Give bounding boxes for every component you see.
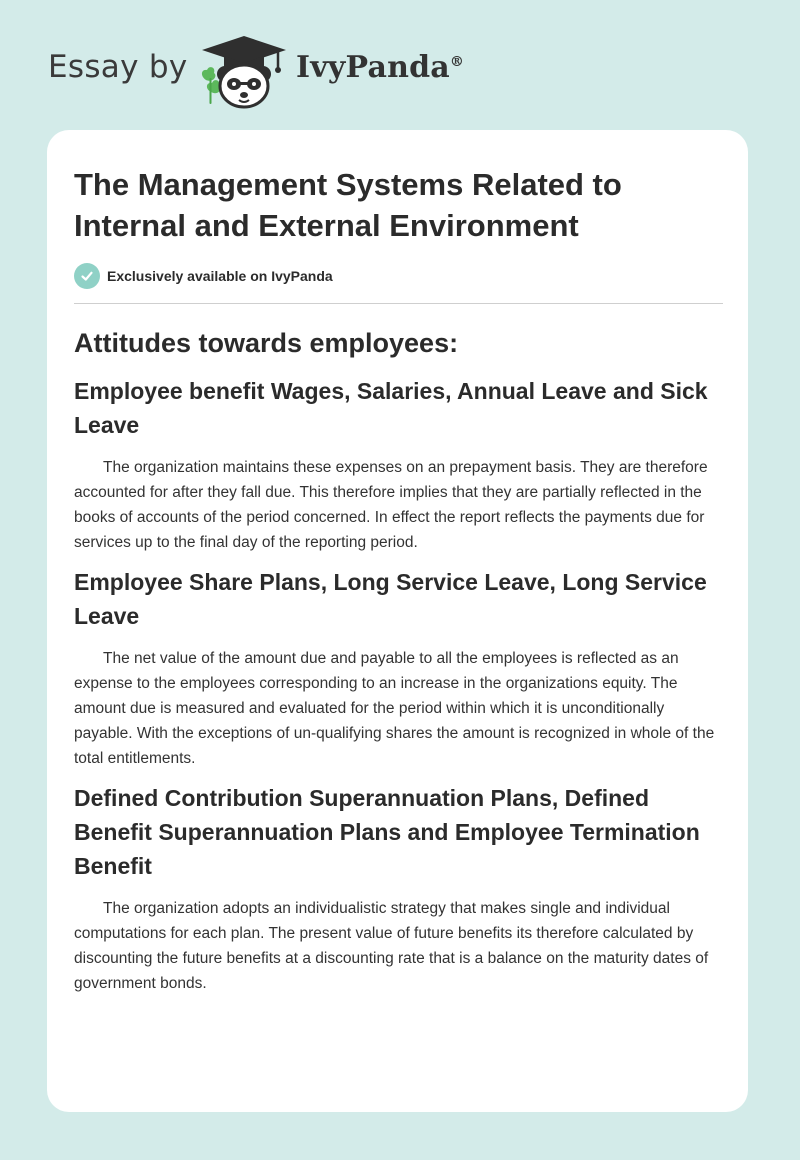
- section-heading: Employee benefit Wages, Salaries, Annual Leave and Sick Leave: [74, 378, 708, 438]
- divider: [74, 303, 723, 304]
- site-header: [0, 0, 800, 130]
- section-paragraph: The net value of the amount due and payable to all the employees is reflected as an expense to the employees corresponding to an increase in the organizations equity. The amount due is measured and evaluated for the period within which it is unconditionally payable. With the exceptions of un-qualifying shares the amount is recognized in whole of the total entitlements.: [74, 650, 715, 767]
- brand-name[interactable]: [296, 50, 464, 85]
- section-paragraph: The organization maintains these expenses on an prepayment basis. They are therefore accounted for after they fall due. This therefore implies that they are partially reflected in the books of accounts of the period concerned. In effect the report reflects the payments due for services up to the final day of the reporting period.: [74, 459, 708, 551]
- brand-name-text: IvyPanda: [296, 50, 450, 85]
- essay-card: [47, 130, 748, 1112]
- exclusive-label: Exclusively available on IvyPanda: [107, 268, 333, 284]
- exclusive-badge: [74, 263, 333, 289]
- section-heading: Employee Share Plans, Long Service Leave, Long Service Leave: [74, 569, 707, 629]
- essay-body: [74, 326, 724, 1006]
- main-heading: Attitudes towards employees:: [74, 328, 459, 358]
- registered-mark: ®: [449, 54, 465, 70]
- essay-title: The Management Systems Related to Internal and External Environment: [74, 167, 622, 243]
- checkmark-icon: [74, 263, 100, 289]
- essay-by-label: Essay by: [48, 49, 188, 85]
- section-paragraph: The organization adopts an individualistic strategy that makes single and individual computations for each plan. The present value of future benefits its therefore calculated by discounting the future benefits at a discounting rate that is a balance on the maturity dates of government bonds.: [74, 900, 709, 992]
- panda-graduate-logo-icon[interactable]: [198, 34, 290, 110]
- section-heading: Defined Contribution Superannuation Plans, Defined Benefit Superannuation Plans and Employee Termination Benefit: [74, 785, 700, 879]
